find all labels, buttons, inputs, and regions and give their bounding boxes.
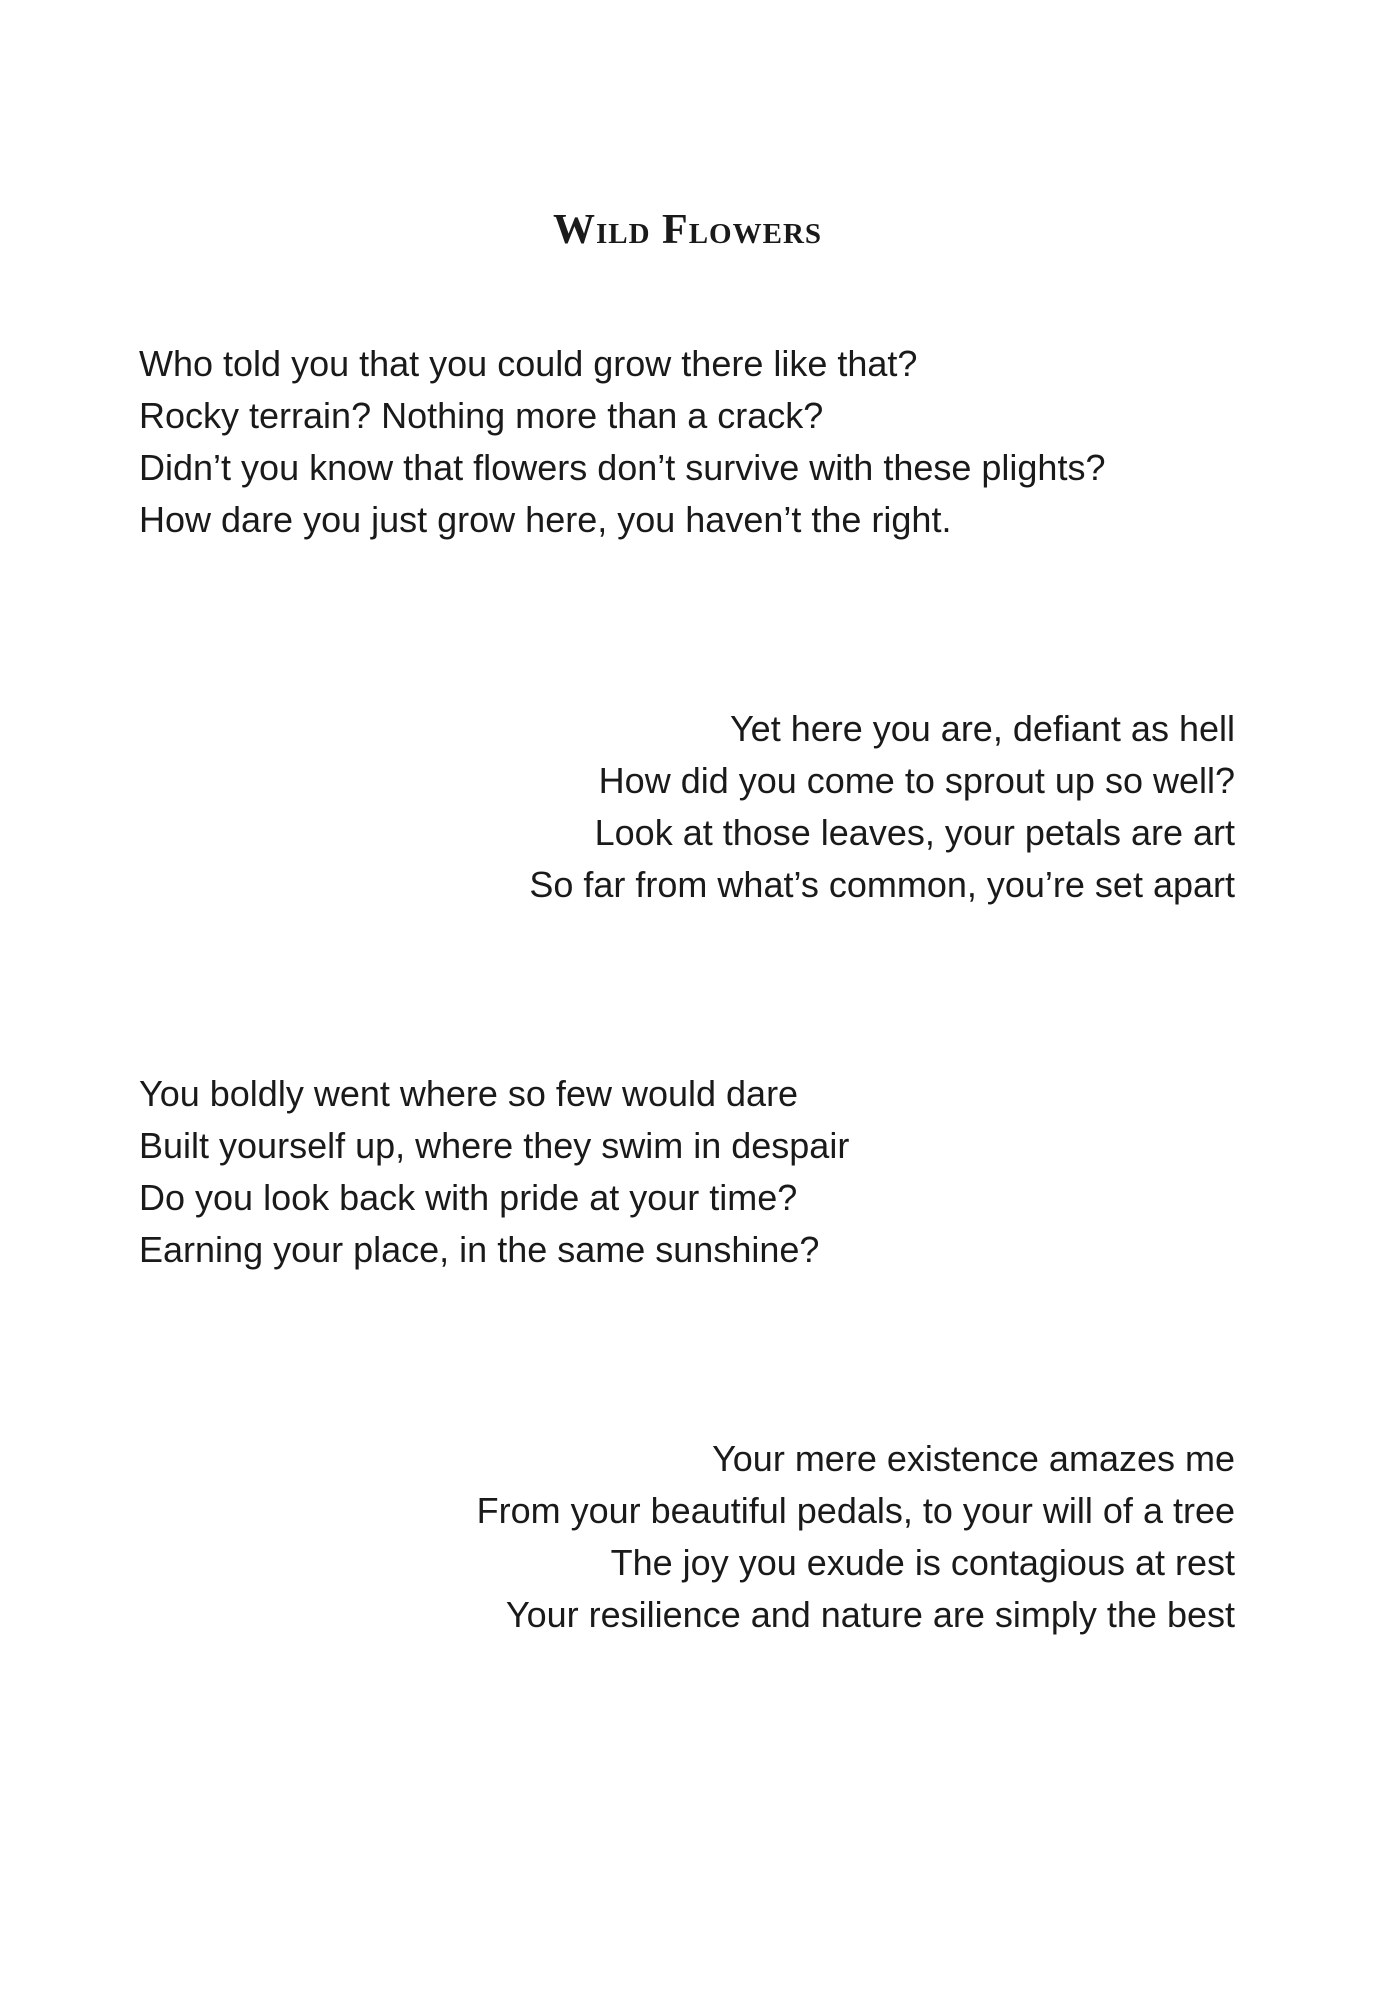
poem-line: Built yourself up, where they swim in despair: [139, 1125, 850, 1166]
poem-line: Didn’t you know that flowers don’t survive with these plights?: [139, 447, 1106, 488]
stanza-3: [139, 1068, 849, 1276]
poem-line: Your mere existence amazes me: [712, 1438, 1235, 1479]
stanza-4: [477, 1433, 1235, 1641]
poem-line: Your resilience and nature are simply the best: [505, 1594, 1235, 1635]
stanza-2: [529, 703, 1235, 911]
poem-line: Look at those leaves, your petals are art: [594, 812, 1235, 853]
poem-line: Earning your place, in the same sunshine?: [139, 1229, 820, 1270]
poem-line: Rocky terrain? Nothing more than a crack?: [139, 395, 824, 436]
poem-line: So far from what’s common, you’re set apart: [529, 864, 1235, 905]
poem-line: Yet here you are, defiant as hell: [729, 708, 1235, 749]
poem-line: Who told you that you could grow there like that?: [139, 343, 918, 384]
poem-title: Wild Flowers: [552, 207, 823, 253]
poem-line: From your beautiful pedals, to your will of a tree: [476, 1490, 1235, 1531]
poem-line: Do you look back with pride at your time?: [139, 1177, 798, 1218]
poem-line: How dare you just grow here, you haven’t the right.: [139, 499, 952, 540]
poem-line: How did you come to sprout up so well?: [598, 760, 1235, 801]
poem-line: You boldly went where so few would dare: [139, 1073, 799, 1114]
poem-line: The joy you exude is contagious at rest: [610, 1542, 1235, 1583]
stanza-1: [139, 338, 1105, 546]
